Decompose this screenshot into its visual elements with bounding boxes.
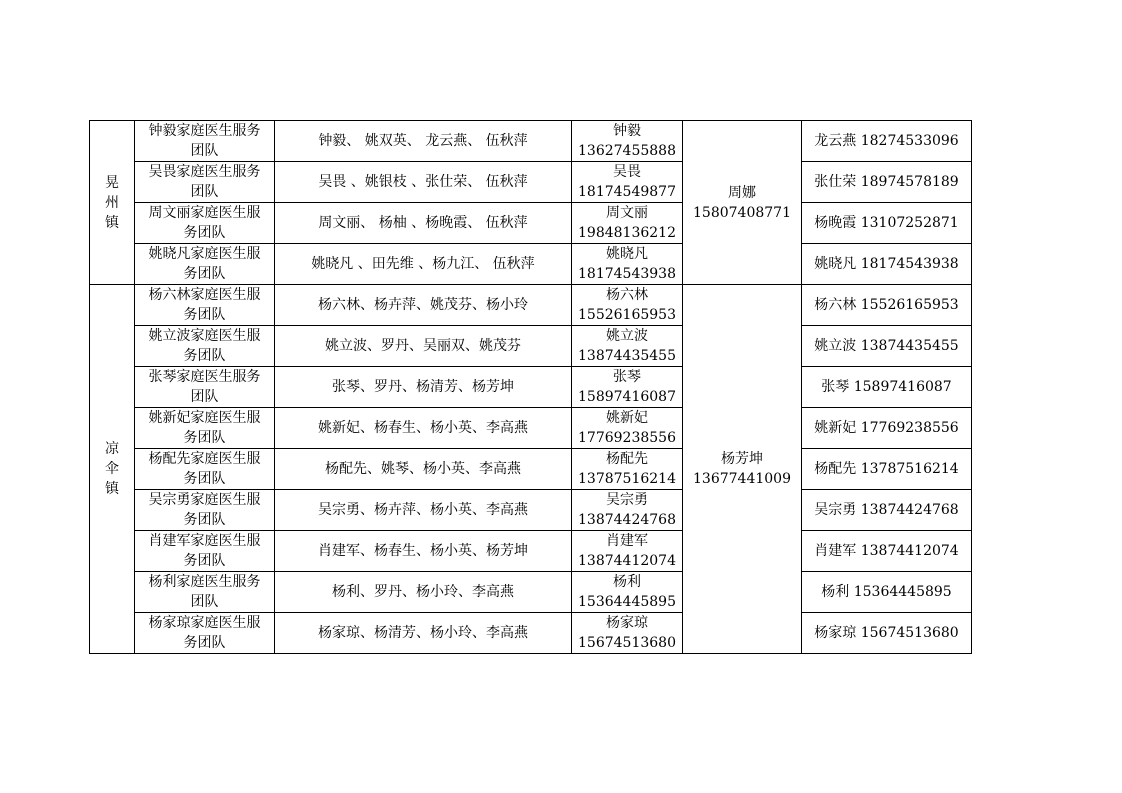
leader-name: 杨家琼: [606, 615, 648, 631]
leader-phone: 13787516214: [578, 471, 676, 487]
table-row: [90, 572, 972, 613]
team-name: 杨利家庭医生服务团队: [148, 574, 261, 610]
team-members-cell: 杨利、罗丹、杨小玲、李高燕: [275, 572, 572, 613]
table-body: [90, 121, 972, 654]
contact-cell: 杨配先 13787516214: [802, 449, 972, 490]
leader-phone: 18174549877: [578, 184, 676, 200]
team-leader-cell: [572, 203, 683, 244]
team-name: 姚晓凡家庭医生服务团队: [148, 246, 261, 282]
team-name-cell: [135, 613, 275, 654]
table-row: [90, 408, 972, 449]
team-name: 张琴家庭医生服务团队: [148, 369, 261, 405]
contact-cell: 杨六林 15526165953: [802, 285, 972, 326]
team-name: 周文丽家庭医生服务团队: [148, 205, 261, 241]
leader-name: 肖建军: [606, 533, 648, 549]
supervisor-name: 杨芳坤: [721, 451, 763, 467]
team-name: 杨配先家庭医生服务团队: [148, 451, 261, 487]
leader-name: 杨六林: [606, 287, 648, 303]
contact-cell: 姚新妃 17769238556: [802, 408, 972, 449]
table-row: [90, 449, 972, 490]
team-leader-cell: [572, 285, 683, 326]
leader-phone: 15364445895: [578, 594, 676, 610]
team-leader-cell: [572, 162, 683, 203]
family-doctor-team-table: [89, 120, 972, 654]
leader-phone: 19848136212: [578, 225, 676, 241]
team-members-cell: 肖建军、杨春生、杨小英、杨芳坤: [275, 531, 572, 572]
leader-phone: 13874412074: [578, 553, 676, 569]
contact-cell: 姚晓凡 18174543938: [802, 244, 972, 285]
leader-phone: 13874424768: [578, 512, 676, 528]
contact-cell: 张琴 15897416087: [802, 367, 972, 408]
contact-cell: 吴宗勇 13874424768: [802, 490, 972, 531]
table-row: [90, 285, 972, 326]
leader-phone: 15674513680: [578, 635, 676, 651]
leader-name: 杨配先: [606, 451, 648, 467]
contact-cell: 杨利 15364445895: [802, 572, 972, 613]
team-leader-cell: [572, 244, 683, 285]
town-cell: [90, 121, 135, 285]
team-members-cell: 吴畏 、姚银枝 、张仕荣、 伍秋萍: [275, 162, 572, 203]
team-leader-cell: [572, 367, 683, 408]
team-name-cell: [135, 121, 275, 162]
leader-phone: 13874435455: [578, 348, 676, 364]
leader-phone: 18174543938: [578, 266, 676, 282]
leader-name: 周文丽: [606, 205, 648, 221]
supervisor-cell: [683, 121, 802, 285]
team-name-cell: [135, 449, 275, 490]
leader-name: 姚立波: [606, 328, 648, 344]
leader-name: 吴畏: [613, 164, 641, 180]
contact-cell: 肖建军 13874412074: [802, 531, 972, 572]
team-leader-cell: [572, 449, 683, 490]
contact-cell: 龙云燕 18274533096: [802, 121, 972, 162]
leader-phone: 17769238556: [578, 430, 676, 446]
contact-cell: 张仕荣 18974578189: [802, 162, 972, 203]
team-name: 钟毅家庭医生服务团队: [148, 123, 261, 159]
team-members-cell: 姚晓凡 、田先维 、杨九江、 伍秋萍: [275, 244, 572, 285]
team-name-cell: [135, 367, 275, 408]
team-name-cell: [135, 408, 275, 449]
team-leader-cell: [572, 408, 683, 449]
town-name: 晃州镇: [105, 174, 119, 231]
contact-cell: 杨晚霞 13107252871: [802, 203, 972, 244]
team-name: 肖建军家庭医生服务团队: [148, 533, 261, 569]
table-row: [90, 121, 972, 162]
team-name: 杨家琼家庭医生服务团队: [148, 615, 261, 651]
team-leader-cell: [572, 121, 683, 162]
team-name-cell: [135, 285, 275, 326]
team-name-cell: [135, 490, 275, 531]
team-leader-cell: [572, 613, 683, 654]
table-row: [90, 613, 972, 654]
team-name-cell: [135, 326, 275, 367]
team-name: 姚新妃家庭医生服务团队: [148, 410, 261, 446]
contact-cell: 杨家琼 15674513680: [802, 613, 972, 654]
leader-phone: 15526165953: [578, 307, 676, 323]
leader-name: 杨利: [613, 574, 641, 590]
team-name: 姚立波家庭医生服务团队: [148, 328, 261, 364]
team-name: 吴畏家庭医生服务团队: [148, 164, 261, 200]
table-row: [90, 244, 972, 285]
town-name: 凉伞镇: [105, 441, 119, 497]
supervisor-phone: 13677441009: [693, 471, 791, 487]
table-row: [90, 490, 972, 531]
team-name-cell: [135, 572, 275, 613]
team-members-cell: 杨家琼、杨清芳、杨小玲、李高燕: [275, 613, 572, 654]
team-name-cell: [135, 531, 275, 572]
leader-name: 姚新妃: [606, 410, 648, 426]
leader-phone: 13627455888: [578, 143, 676, 159]
team-leader-cell: [572, 572, 683, 613]
table-row: [90, 326, 972, 367]
team-leader-cell: [572, 490, 683, 531]
table-row: [90, 203, 972, 244]
leader-name: 姚晓凡: [606, 246, 648, 262]
team-name-cell: [135, 162, 275, 203]
supervisor-cell: [683, 285, 802, 654]
table-row: [90, 531, 972, 572]
team-members-cell: 杨配先、姚琴、杨小英、李高燕: [275, 449, 572, 490]
team-name-cell: [135, 244, 275, 285]
team-name: 杨六林家庭医生服务团队: [148, 287, 261, 323]
town-cell: [90, 285, 135, 654]
supervisor-name: 周娜: [728, 184, 756, 201]
team-members-cell: 钟毅、 姚双英、 龙云燕、 伍秋萍: [275, 121, 572, 162]
supervisor-phone: 15807408771: [693, 204, 791, 221]
table-row: [90, 162, 972, 203]
team-members-cell: 杨六林、杨卉萍、姚茂芬、杨小玲: [275, 285, 572, 326]
team-leader-cell: [572, 326, 683, 367]
team-members-cell: 张琴、罗丹、杨清芳、杨芳坤: [275, 367, 572, 408]
contact-cell: 姚立波 13874435455: [802, 326, 972, 367]
team-name-cell: [135, 203, 275, 244]
table-row: [90, 367, 972, 408]
leader-name: 钟毅: [613, 123, 641, 139]
team-members-cell: 周文丽、 杨柚 、杨晚霞、 伍秋萍: [275, 203, 572, 244]
team-name: 吴宗勇家庭医生服务团队: [148, 492, 261, 528]
team-members-cell: 姚新妃、杨春生、杨小英、李高燕: [275, 408, 572, 449]
leader-phone: 15897416087: [578, 389, 676, 405]
team-leader-cell: [572, 531, 683, 572]
team-members-cell: 吴宗勇、杨卉萍、杨小英、李高燕: [275, 490, 572, 531]
leader-name: 张琴: [613, 369, 641, 385]
team-members-cell: 姚立波、罗丹、吴丽双、姚茂芬: [275, 326, 572, 367]
leader-name: 吴宗勇: [606, 492, 648, 508]
